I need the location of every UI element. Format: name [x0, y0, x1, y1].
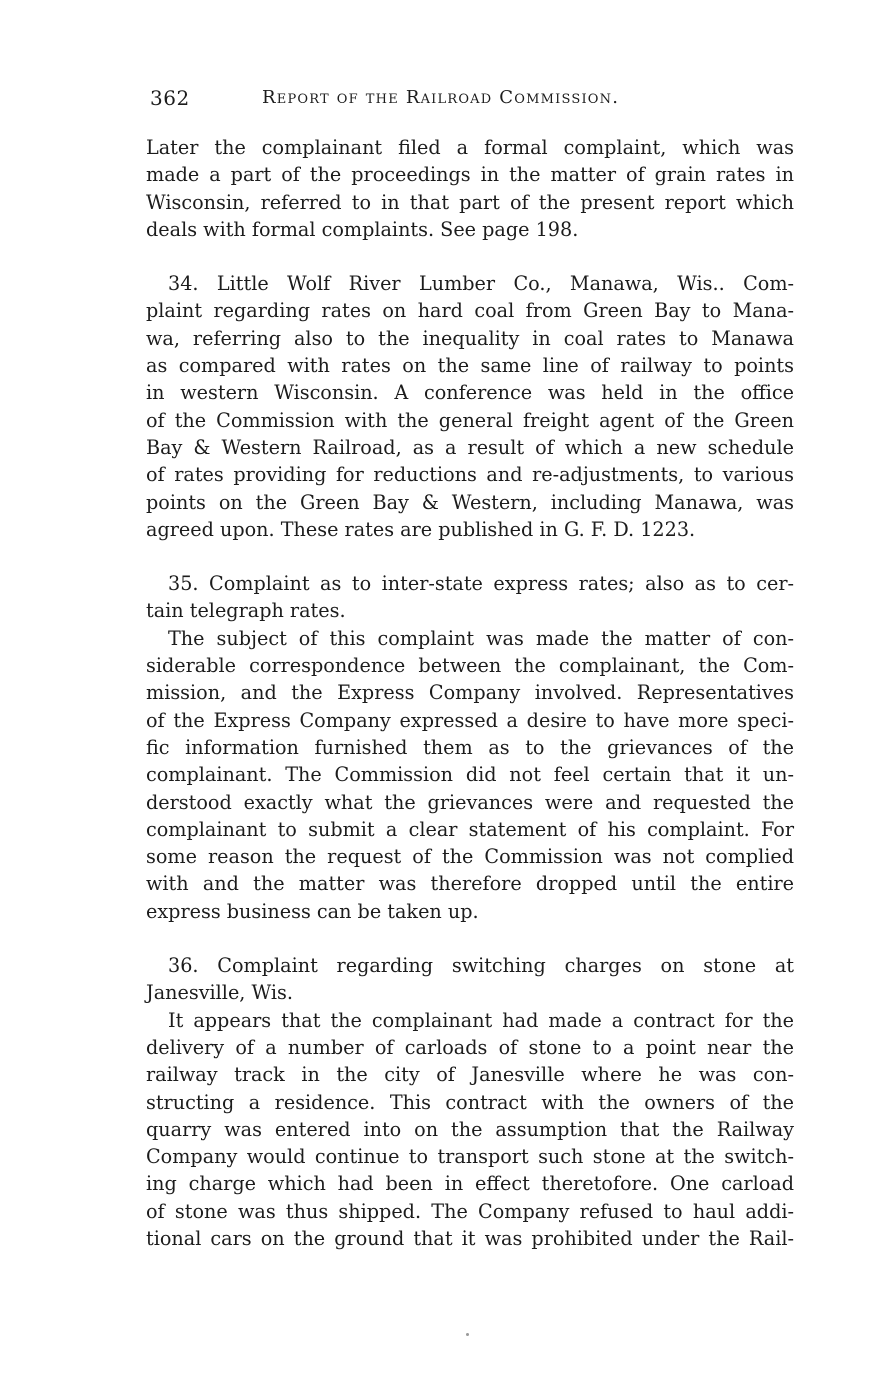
text-line: plaint regarding rates on hard coal from Green Bay to Mana-	[146, 299, 794, 323]
text-line: agreed upon. These rates are published in G. F. D. 1223.	[146, 517, 696, 541]
text-line: deals with formal complaints. See page 198.	[146, 217, 579, 241]
paragraph-item-36-heading	[146, 952, 794, 1007]
text-line: complainant to submit a clear statement of his complaint. For	[146, 817, 794, 841]
text-line: made a part of the proceedings in the matter of grain rates in	[146, 163, 794, 187]
text-line: quarry was entered into on the assumption that the Railway	[146, 1117, 794, 1141]
text-line: with and the matter was therefore dropped until the entire	[146, 872, 794, 896]
text-line: some reason the request of the Commission was not complied	[146, 845, 794, 869]
text-line: of the Commission with the general freight agent of the Green	[146, 408, 794, 432]
text-line: ing charge which had been in effect theretofore. One carload	[146, 1172, 794, 1196]
paragraph-gap	[146, 543, 794, 570]
text-line: mission, and the Express Company involved. Representatives	[146, 681, 794, 705]
body-text	[146, 134, 794, 1252]
text-line: complainant. The Commission did not feel certain that it un-	[146, 763, 794, 787]
text-line: structing a residence. This contract with the owners of the	[146, 1090, 794, 1114]
paragraph-gap	[146, 925, 794, 952]
text-line: wa, referring also to the inequality in coal rates to Manawa	[146, 326, 794, 350]
text-line: of stone was thus shipped. The Company refused to haul addi-	[146, 1199, 794, 1223]
text-line: siderable correspondence between the complainant, the Com-	[146, 654, 794, 678]
running-title: Report of the Railroad Commission.	[262, 87, 620, 108]
paragraph-item-35-body	[146, 625, 794, 925]
paragraph-item-34	[146, 270, 794, 543]
text-line: The subject of this complaint was made the matter of con-	[168, 626, 794, 650]
running-head	[150, 86, 800, 116]
text-line: Wisconsin, referred to in that part of the present report which	[146, 190, 794, 214]
text-line: Janesville, Wis.	[146, 981, 293, 1005]
paragraph-continuation	[146, 134, 794, 243]
text-line: derstood exactly what the grievances were and requested the	[146, 790, 794, 814]
text-line: of rates providing for reductions and re-adjustments, to various	[146, 463, 794, 487]
text-line: points on the Green Bay & Western, including Manawa, was	[146, 490, 794, 514]
text-line: delivery of a number of carloads of stone to a point near the	[146, 1035, 794, 1059]
paragraph-item-35-heading	[146, 570, 794, 625]
page-number: 362	[150, 86, 190, 110]
text-line: Bay & Western Railroad, as a result of which a new schedule	[146, 435, 794, 459]
text-line: in western Wisconsin. A conference was held in the office	[146, 381, 794, 405]
text-line: 35. Complaint as to inter-state express rates; also as to cer-	[168, 572, 794, 596]
text-line: railway track in the city of Janesville where he was con-	[146, 1063, 794, 1087]
text-line: It appears that the complainant had made a contract for the	[168, 1008, 794, 1032]
paragraph-item-36-body	[146, 1007, 794, 1253]
text-line: 36. Complaint regarding switching charges on stone at	[168, 954, 794, 978]
text-line: as compared with rates on the same line of railway to points	[146, 354, 794, 378]
text-line: Company would continue to transport such stone at the switch-	[146, 1145, 794, 1169]
text-line: tional cars on the ground that it was prohibited under the Rail-	[146, 1226, 794, 1250]
paragraph-gap	[146, 243, 794, 270]
text-line: 34. Little Wolf River Lumber Co., Manawa, Wis.. Com-	[168, 272, 794, 296]
text-line: tain telegraph rates.	[146, 599, 346, 623]
text-line: Later the complainant filed a formal complaint, which was	[146, 136, 794, 159]
text-line: express business can be taken up.	[146, 899, 479, 923]
scan-speck	[466, 1333, 469, 1336]
text-line: fic information furnished them as to the grievances of the	[146, 735, 794, 759]
text-line: of the Express Company expressed a desire to have more speci-	[146, 708, 794, 732]
